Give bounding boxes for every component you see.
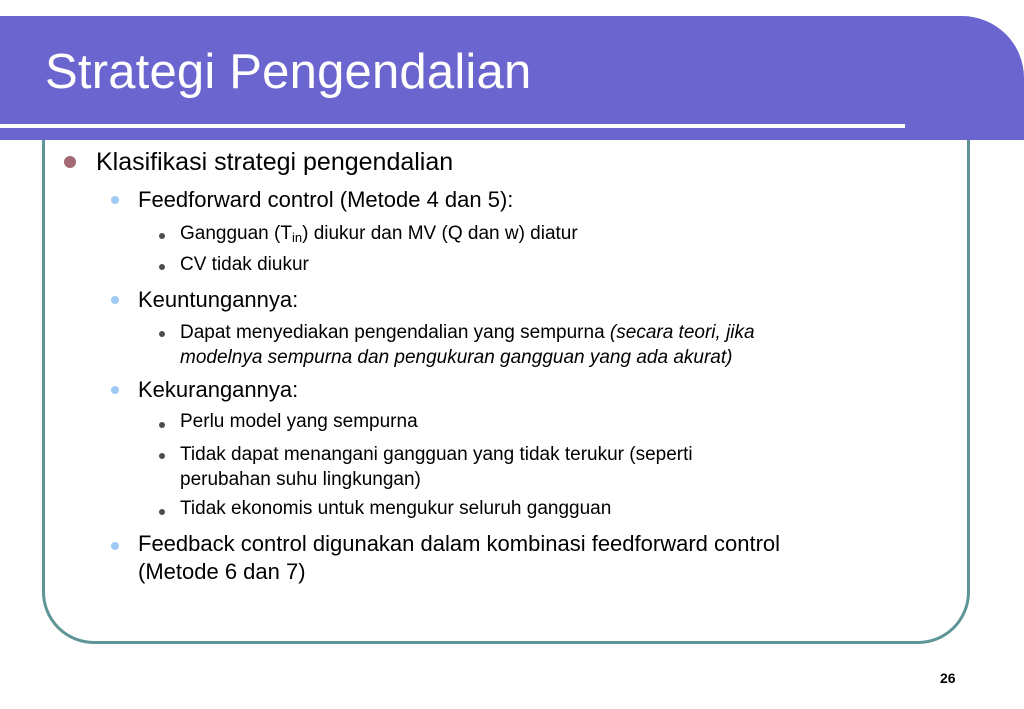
bullet-text: (Metode 6 dan 7) bbox=[138, 559, 306, 584]
bullet-text: perubahan suhu lingkungan) bbox=[180, 469, 421, 490]
bullet-text: Tidak ekonomis untuk mengukur seluruh gangguan bbox=[180, 498, 612, 519]
bullet-text-italic: (secara teori, jika bbox=[609, 322, 755, 343]
bullet-dot-icon bbox=[64, 156, 76, 168]
bullet-text: Kekurangannya: bbox=[138, 377, 299, 402]
bullet-item bbox=[180, 254, 309, 276]
bullet-dot-icon bbox=[159, 422, 165, 428]
bullet-dot-icon bbox=[111, 542, 119, 550]
bullet-item bbox=[180, 442, 693, 492]
bullet-text: Feedforward control (Metode 4 dan 5): bbox=[138, 187, 514, 212]
bullet-text: Gangguan (T bbox=[180, 223, 292, 244]
bullet-dot-icon bbox=[159, 264, 165, 270]
bullet-text: Tidak dapat menangani gangguan yang tidak terukur (seperti bbox=[180, 444, 693, 465]
bullet-item bbox=[180, 320, 755, 370]
bullet-text: ) diukur dan MV (Q dan w) diatur bbox=[302, 223, 578, 244]
bullet-dot-icon bbox=[159, 331, 165, 337]
bullet-dot-icon bbox=[111, 296, 119, 304]
bullet-text: Feedback control digunakan dalam kombinasi feedforward control bbox=[138, 531, 781, 556]
bullet-item bbox=[180, 498, 611, 520]
bullet-dot-icon bbox=[111, 196, 119, 204]
page-number: 26 bbox=[940, 670, 956, 686]
bullet-text: Keuntungannya: bbox=[138, 287, 299, 312]
slide-title: Strategi Pengendalian bbox=[45, 45, 532, 99]
bullet-item bbox=[180, 411, 418, 433]
bullet-item bbox=[138, 187, 513, 213]
bullet-dot-icon bbox=[159, 233, 165, 239]
bullet-dot-icon bbox=[159, 453, 165, 459]
bullet-text: Perlu model yang sempurna bbox=[180, 411, 418, 432]
bullet-text-italic: modelnya sempurna dan pengukuran gangguan yang ada akurat) bbox=[180, 347, 733, 368]
subscript-text: in bbox=[291, 230, 303, 245]
bullet-item bbox=[138, 530, 780, 586]
bullet-text: Klasifikasi strategi pengendalian bbox=[96, 148, 454, 176]
bullet-item bbox=[180, 223, 578, 245]
bullet-dot-icon bbox=[159, 509, 165, 515]
bullet-item bbox=[96, 148, 453, 177]
bullet-text: CV tidak diukur bbox=[180, 254, 309, 275]
bullet-text: Dapat menyediakan pengendalian yang sempurna bbox=[180, 322, 610, 343]
bullet-dot-icon bbox=[111, 386, 119, 394]
bullet-item bbox=[138, 377, 298, 403]
bullet-item bbox=[138, 287, 298, 313]
